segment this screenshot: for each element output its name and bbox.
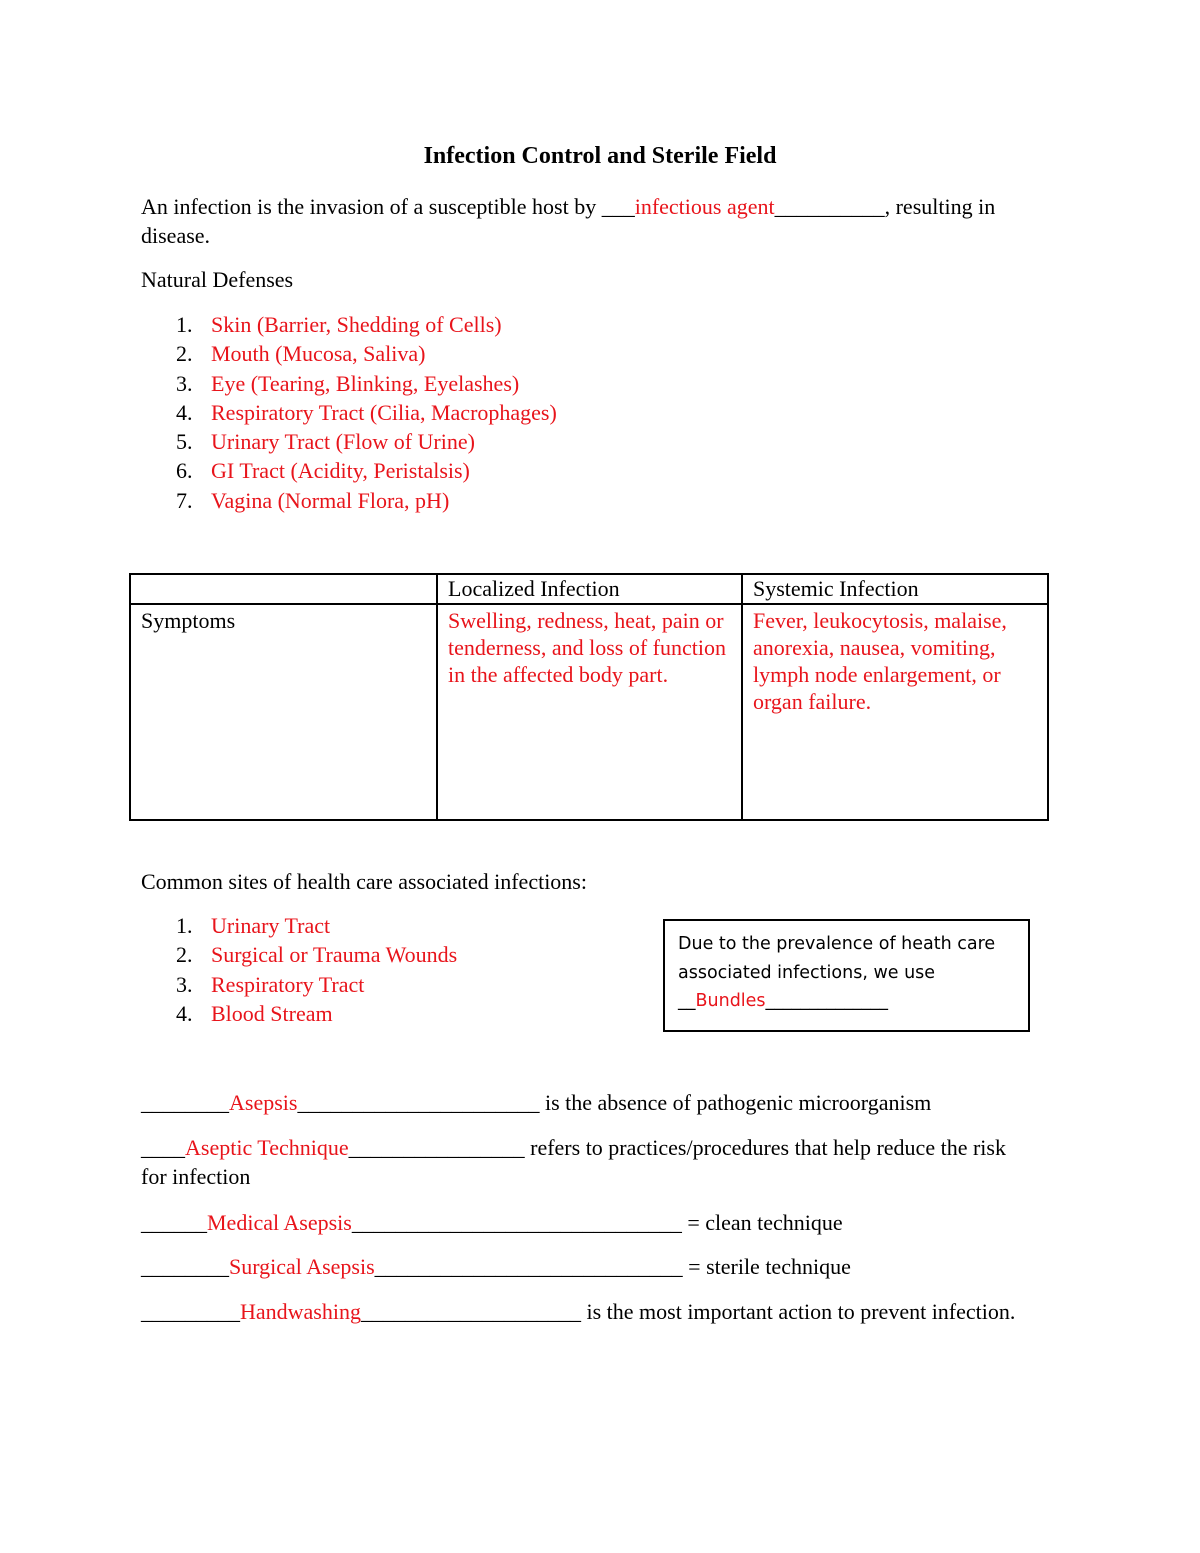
hai-heading: Common sites of health care associated infections:	[141, 869, 587, 894]
infection-comparison-table	[129, 573, 1049, 821]
term-blank-post: ____________________________	[374, 1254, 683, 1279]
term-surgical-asepsis	[141, 1252, 851, 1281]
term-blank-pre: ______	[141, 1210, 207, 1235]
term-blank-pre: ________	[141, 1090, 229, 1115]
term-definition: is the absence of pathogenic microorganism	[539, 1090, 932, 1115]
list-number: 6.	[176, 458, 193, 484]
list-number: 2.	[176, 341, 193, 367]
list-number: 4.	[176, 1000, 193, 1026]
list-text: Eye (Tearing, Blinking, Eyelashes)	[211, 370, 520, 396]
box-line-3	[678, 987, 1028, 1016]
term-answer: Handwashing	[240, 1299, 361, 1324]
term-blank-post: ________________	[348, 1135, 525, 1160]
term-definition: = clean technique	[681, 1210, 843, 1235]
box-blank-suffix: ______________	[765, 991, 889, 1011]
term-blank-pre: _________	[141, 1299, 240, 1324]
list-text: Skin (Barrier, Shedding of Cells)	[211, 312, 502, 337]
table-header-row	[130, 574, 1048, 604]
term-answer: Asepsis	[229, 1090, 298, 1115]
bundles-text-box	[663, 919, 1030, 1032]
list-text: Urinary Tract (Flow of Urine)	[211, 429, 475, 455]
list-text: Blood Stream	[211, 1000, 333, 1026]
list-number: 1.	[176, 312, 193, 337]
list-number: 1.	[176, 913, 193, 938]
intro-answer: infectious agent	[634, 194, 775, 219]
box-answer: Bundles	[695, 991, 766, 1011]
table-row	[130, 604, 1048, 820]
term-blank-pre: ________	[141, 1254, 229, 1279]
term-handwashing	[141, 1297, 1015, 1326]
list-number: 3.	[176, 971, 193, 997]
term-definition: = sterile technique	[682, 1254, 851, 1279]
term-blank-pre: ____	[141, 1135, 185, 1160]
list-text: Surgical or Trauma Wounds	[211, 942, 458, 968]
list-number: 4.	[176, 399, 193, 425]
natural-defenses-heading: Natural Defenses	[141, 267, 294, 292]
term-medical-asepsis	[141, 1208, 843, 1237]
systemic-symptoms: Fever, leukocytosis, malaise, anorexia, nausea, vomiting, lymph node enlargement, or organ failure.	[742, 604, 1048, 820]
intro-sentence	[141, 192, 995, 221]
intro-after: , resulting in	[884, 194, 996, 219]
box-line-1: Due to the prevalence of heath care	[678, 934, 996, 954]
row-label-symptoms: Symptoms	[130, 604, 437, 820]
term-asepsis	[141, 1088, 931, 1117]
term-aseptic-technique-line2: for infection	[141, 1164, 251, 1189]
list-number: 2.	[176, 942, 193, 968]
table-header-systemic: Systemic Infection	[742, 574, 1048, 604]
list-text: Respiratory Tract (Cilia, Macrophages)	[211, 399, 557, 425]
term-answer: Medical Asepsis	[207, 1210, 352, 1235]
table-header-empty	[130, 574, 437, 604]
intro-line2: disease.	[141, 223, 211, 248]
list-text: Respiratory Tract	[211, 971, 365, 997]
page-title: Infection Control and Sterile Field	[423, 143, 777, 169]
list-text: GI Tract (Acidity, Peristalsis)	[211, 458, 470, 484]
list-number: 5.	[176, 429, 193, 455]
term-definition: is the most important action to prevent infection.	[580, 1299, 1016, 1324]
term-blank-post: ____________________	[360, 1299, 581, 1324]
list-number: 7.	[176, 487, 193, 513]
list-text: Mouth (Mucosa, Saliva)	[211, 341, 426, 367]
box-line-2: associated infections, we use	[678, 962, 936, 983]
term-blank-post: ______________________	[297, 1090, 540, 1115]
localized-symptoms: Swelling, redness, heat, pain or tenderness, and loss of function in the affected body part.	[437, 604, 742, 820]
term-answer: Aseptic Technique	[185, 1135, 349, 1160]
list-number: 3.	[176, 370, 193, 396]
list-text: Urinary Tract	[211, 913, 331, 938]
intro-blank: __________	[774, 194, 885, 219]
term-answer: Surgical Asepsis	[229, 1254, 375, 1279]
table-header-localized: Localized Infection	[437, 574, 742, 604]
term-blank-post: ______________________________	[351, 1210, 682, 1235]
intro-before: An infection is the invasion of a susceptible host by ___	[141, 194, 635, 219]
term-definition: refers to practices/procedures that help reduce the risk	[524, 1135, 1006, 1160]
term-aseptic-technique	[141, 1133, 1006, 1162]
list-text: Vagina (Normal Flora, pH)	[211, 487, 450, 513]
box-blank-prefix: __	[678, 991, 696, 1011]
